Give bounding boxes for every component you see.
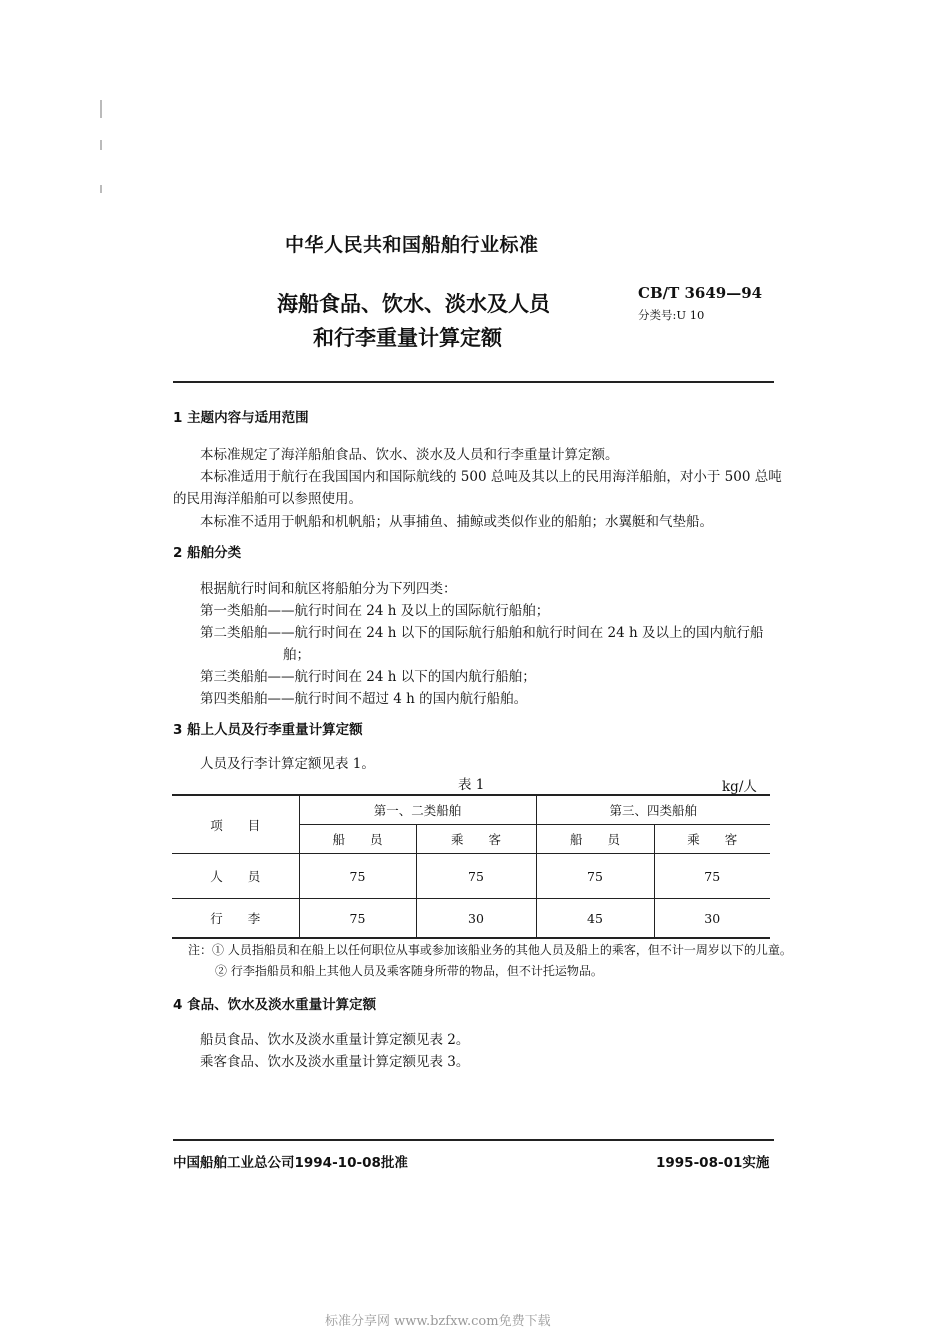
standard-code: CB/T 3649—94 bbox=[638, 284, 763, 302]
title-line-1: 海船食品、饮水、淡水及人员 bbox=[277, 292, 550, 316]
table-1-unit: kg/人 bbox=[722, 779, 757, 795]
table-cell: 75 bbox=[654, 854, 770, 899]
section-1-heading: 1 主题内容与适用范围 bbox=[173, 410, 309, 426]
section-2-heading: 2 船舶分类 bbox=[173, 545, 242, 561]
table-cell: 75 bbox=[299, 899, 416, 939]
table-header-item: 项 目 bbox=[172, 795, 299, 854]
table-header-group-2: 第三、四类船舶 bbox=[536, 795, 770, 825]
table-cell: 45 bbox=[536, 899, 654, 939]
table-cell: 75 bbox=[416, 854, 536, 899]
table-cell: 75 bbox=[536, 854, 654, 899]
approval-info: 中国船舶工业总公司1994-10-08批准 bbox=[173, 1155, 408, 1171]
table-header-group-1: 第一、二类船舶 bbox=[299, 795, 536, 825]
watermark-text: 标准分享网 www.bzfxw.com免费下载 bbox=[325, 1314, 551, 1329]
section-4-para-1: 船员食品、饮水及淡水重量计算定额见表 2。 bbox=[200, 1032, 470, 1048]
table-subheader-passenger: 乘 客 bbox=[654, 825, 770, 854]
scan-mark bbox=[100, 100, 102, 118]
title-line-2: 和行李重量计算定额 bbox=[313, 326, 502, 350]
class-2-ship-line-2: 舶； bbox=[283, 647, 310, 663]
class-1-ship: 第一类船舶——航行时间在 24 h 及以上的国际航行船舶； bbox=[200, 603, 550, 619]
table-1-caption: 表 1 bbox=[458, 777, 485, 793]
section-4-para-2: 乘客食品、饮水及淡水重量计算定额见表 3。 bbox=[200, 1054, 470, 1070]
row-label: 行 李 bbox=[172, 899, 299, 939]
table-subheader-passenger: 乘 客 bbox=[416, 825, 536, 854]
class-3-ship: 第三类船舶——航行时间在 24 h 以下的国内航行船舶； bbox=[200, 669, 536, 685]
table-cell: 75 bbox=[299, 854, 416, 899]
section-1-para-3: 本标准不适用于帆船和机帆船；从事捕鱼、捕鲸或类似作业的船舶；水翼艇和气垫船。 bbox=[200, 514, 713, 530]
section-3-heading: 3 船上人员及行李重量计算定额 bbox=[173, 722, 363, 738]
classification-number: 分类号:U 10 bbox=[638, 308, 705, 322]
standard-name: 中华人民共和国船舶行业标准 bbox=[285, 234, 539, 256]
table-1 bbox=[172, 794, 770, 939]
table-subheader-crew: 船 员 bbox=[299, 825, 416, 854]
table-note-2: ② 行李指船员和船上其他人员及乘客随身所带的物品，但不计托运物品。 bbox=[215, 964, 603, 978]
table-cell: 30 bbox=[416, 899, 536, 939]
section-3-para-1: 人员及行李计算定额见表 1。 bbox=[200, 756, 375, 772]
section-2-intro: 根据航行时间和航区将船舶分为下列四类： bbox=[200, 581, 457, 597]
table-cell: 30 bbox=[654, 899, 770, 939]
table-row bbox=[172, 899, 770, 939]
table-subheader-crew: 船 员 bbox=[536, 825, 654, 854]
section-4-heading: 4 食品、饮水及淡水重量计算定额 bbox=[173, 997, 377, 1013]
scan-mark bbox=[100, 140, 102, 150]
class-4-ship: 第四类船舶——航行时间不超过 4 h 的国内航行船舶。 bbox=[200, 691, 528, 707]
table-note-1: 注：① 人员指船员和在船上以任何职位从事或参加该船业务的其他人员及船上的乘客，但不计一周岁以下的儿童。 bbox=[188, 943, 792, 957]
footer-rule bbox=[173, 1139, 774, 1141]
header-rule bbox=[173, 381, 774, 383]
section-1-para-1: 本标准规定了海洋船舶食品、饮水、淡水及人员和行李重量计算定额。 bbox=[200, 447, 619, 463]
class-2-ship-line-1: 第二类船舶——航行时间在 24 h 以下的国际航行船舶和航行时间在 24 h 及以上的国内航行船 bbox=[200, 625, 764, 641]
table-row bbox=[172, 854, 770, 899]
section-1-para-2a: 本标准适用于航行在我国国内和国际航线的 500 总吨及其以上的民用海洋船舶，对小于 500 总吨 bbox=[200, 469, 782, 485]
scan-mark bbox=[100, 185, 102, 193]
effective-date: 1995-08-01实施 bbox=[656, 1155, 770, 1171]
section-1-para-2b: 的民用海洋船舶可以参照使用。 bbox=[173, 491, 362, 507]
row-label: 人 员 bbox=[172, 854, 299, 899]
